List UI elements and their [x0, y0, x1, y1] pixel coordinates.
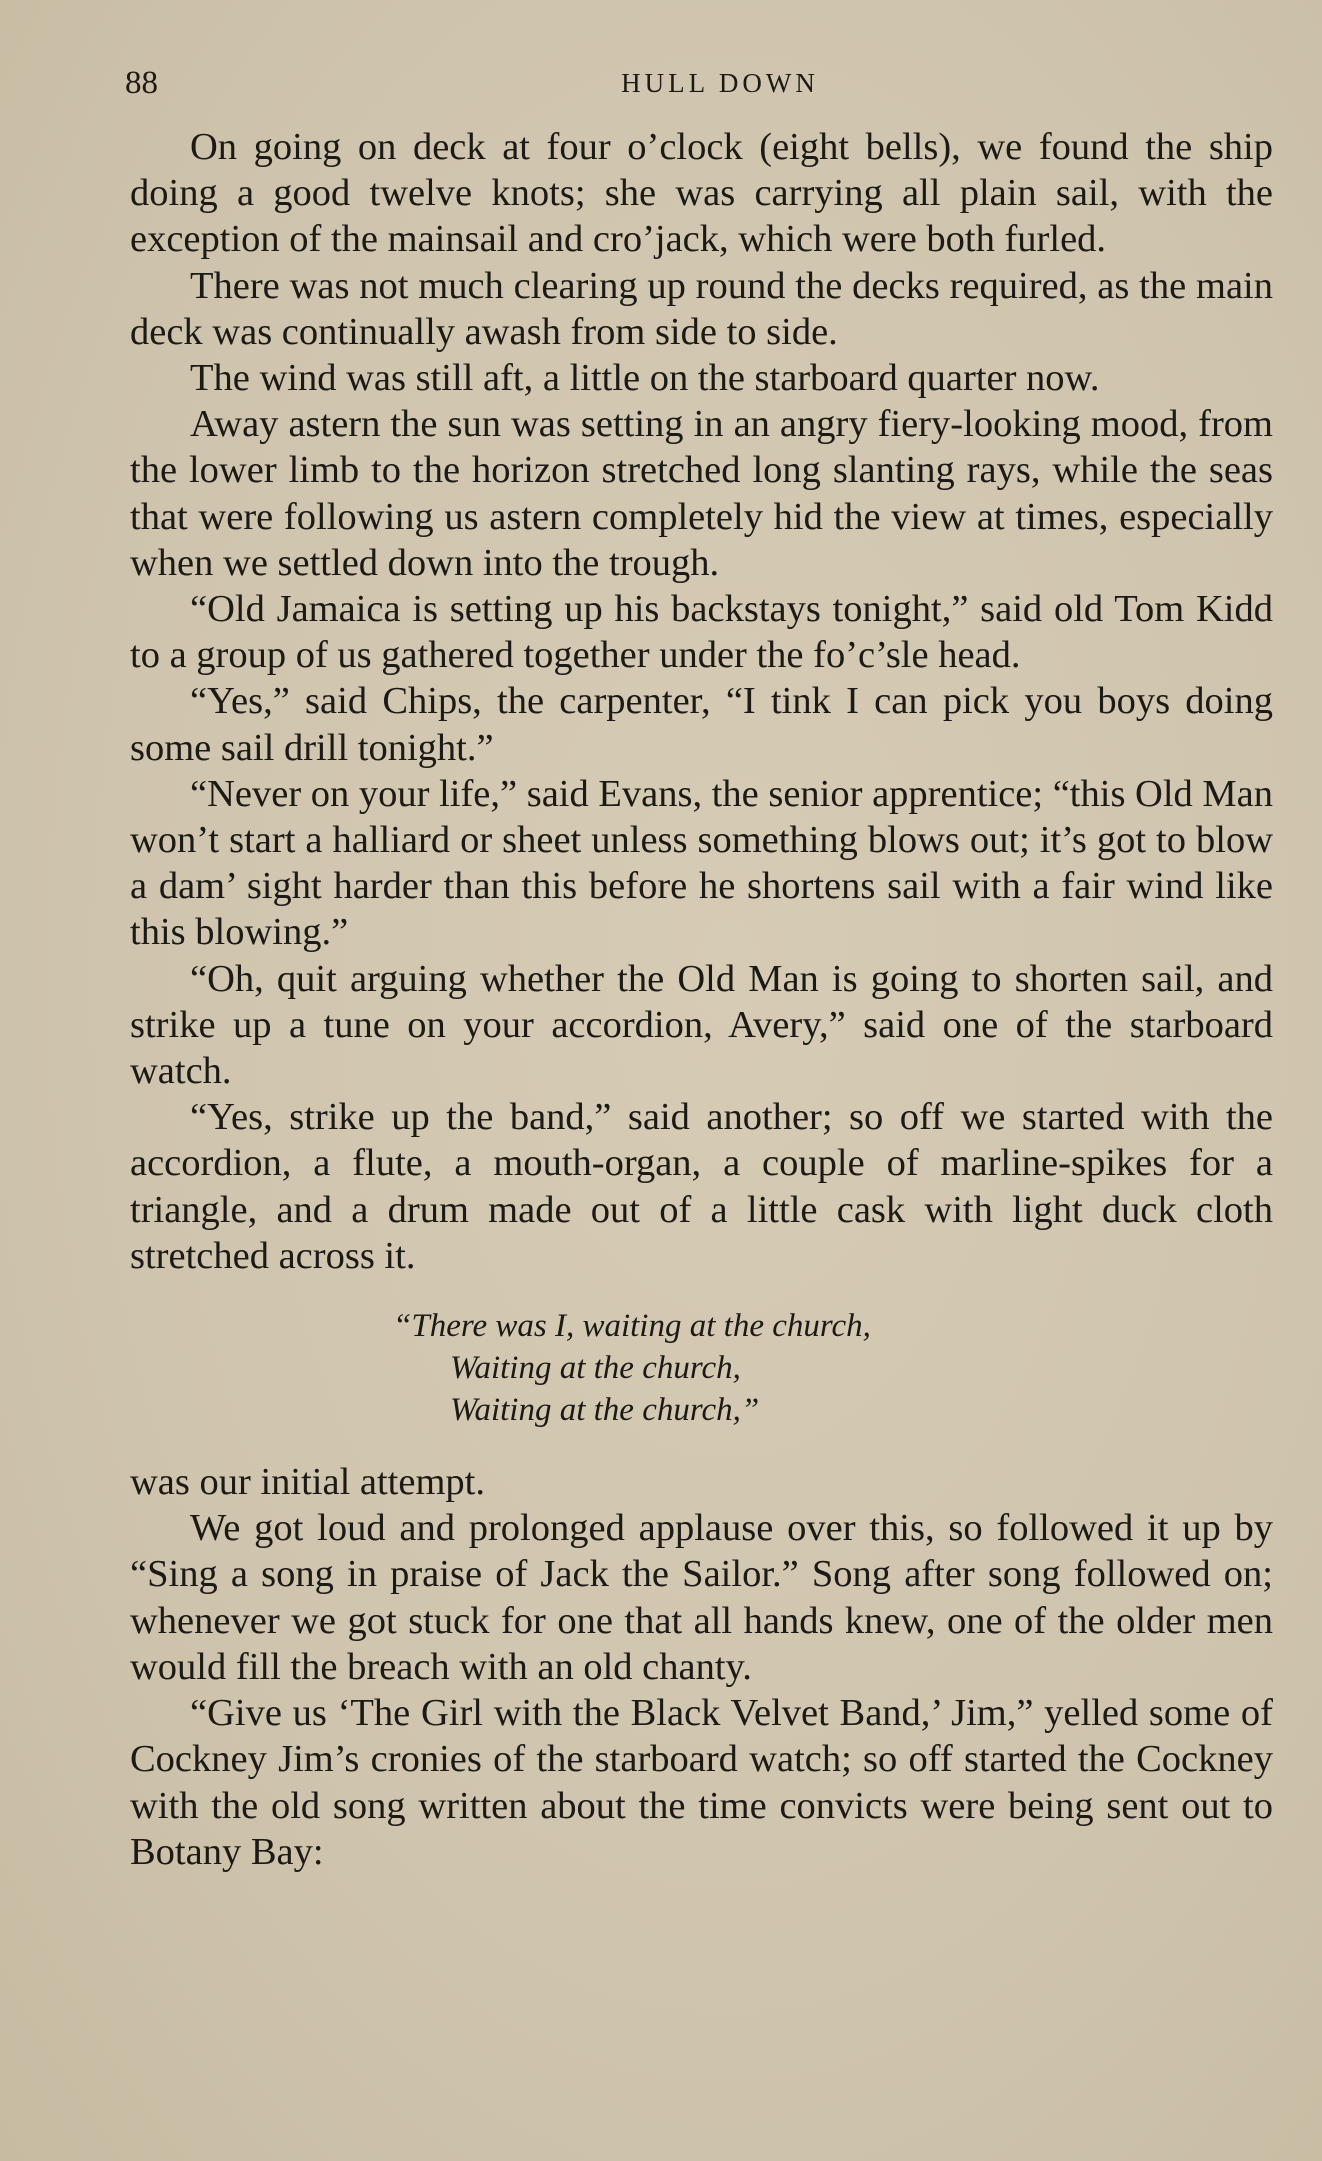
song-verse	[130, 1305, 1273, 1431]
body-text	[130, 124, 1273, 1875]
paragraph: We got loud and prolonged applause over this, so followed it up by “Sing a song in praise of Jack the Sailor.” Song after song followed on; whenever we got stuck for one that all hands knew, one of the older men would fill the breach with an old chanty.	[130, 1507, 1273, 1688]
page-header	[125, 58, 1275, 108]
paragraph: “Yes,” said Chips, the carpenter, “I tink I can pick you boys doing some sail drill tonight.”	[130, 680, 1273, 769]
verse-line: “There was I, waiting at the church,	[393, 1308, 871, 1345]
paragraph: “Never on your life,” said Evans, the senior apprentice; “this Old Man won’t start a halliard or sheet unless something blows out; it’s got to blow a dam’ sight harder than this before he shortens sail with a fair wind like this blowing.”	[130, 772, 1274, 954]
verse-line: Waiting at the church,”	[450, 1392, 760, 1429]
paragraph: On going on deck at four o’clock (eight bells), we found the ship doing a good twelve knots; she was carrying all plain sail, with the exception of the mainsail and cro’jack, which were both furled.	[130, 126, 1273, 261]
verse-line: Waiting at the church,	[450, 1350, 741, 1387]
paragraph: “Old Jamaica is setting up his backstays tonight,” said old Tom Kidd to a group of us gathered together under the fo’c’sle head.	[130, 588, 1273, 677]
running-head: HULL DOWN	[621, 68, 819, 98]
paragraph: “Yes, strike up the band,” said another; so off we started with the accordion, a flute, a mouth-organ, a couple of marline-spikes for a triangle, and a drum made out of a little cask with light duck cloth stretched across it.	[130, 1096, 1273, 1277]
paragraph: “Give us ‘The Girl with the Black Velvet Band,’ Jim,” yelled some of Cockney Jim’s cronies of the starboard watch; so off started the Cockney with the old song written about the time convicts were being sent out to Botany Bay:	[130, 1692, 1273, 1873]
page-number: 88	[125, 65, 158, 101]
paragraph: The wind was still aft, a little on the starboard quarter now.	[190, 357, 1100, 400]
paragraph: was our initial attempt.	[130, 1461, 485, 1504]
paragraph: “Oh, quit arguing whether the Old Man is going to shorten sail, and strike up a tune on your accordion, Avery,” said one of the starboard watch.	[130, 957, 1273, 1093]
paragraph: There was not much clearing up round the decks required, as the main deck was continually awash from side to side.	[130, 264, 1273, 353]
paragraph: Away astern the sun was setting in an angry fiery-looking mood, from the lower limb to the horizon stretched long slanting rays, while the seas that were following us astern completely hid the view at times, especially when we settled down into the trough.	[130, 403, 1273, 584]
